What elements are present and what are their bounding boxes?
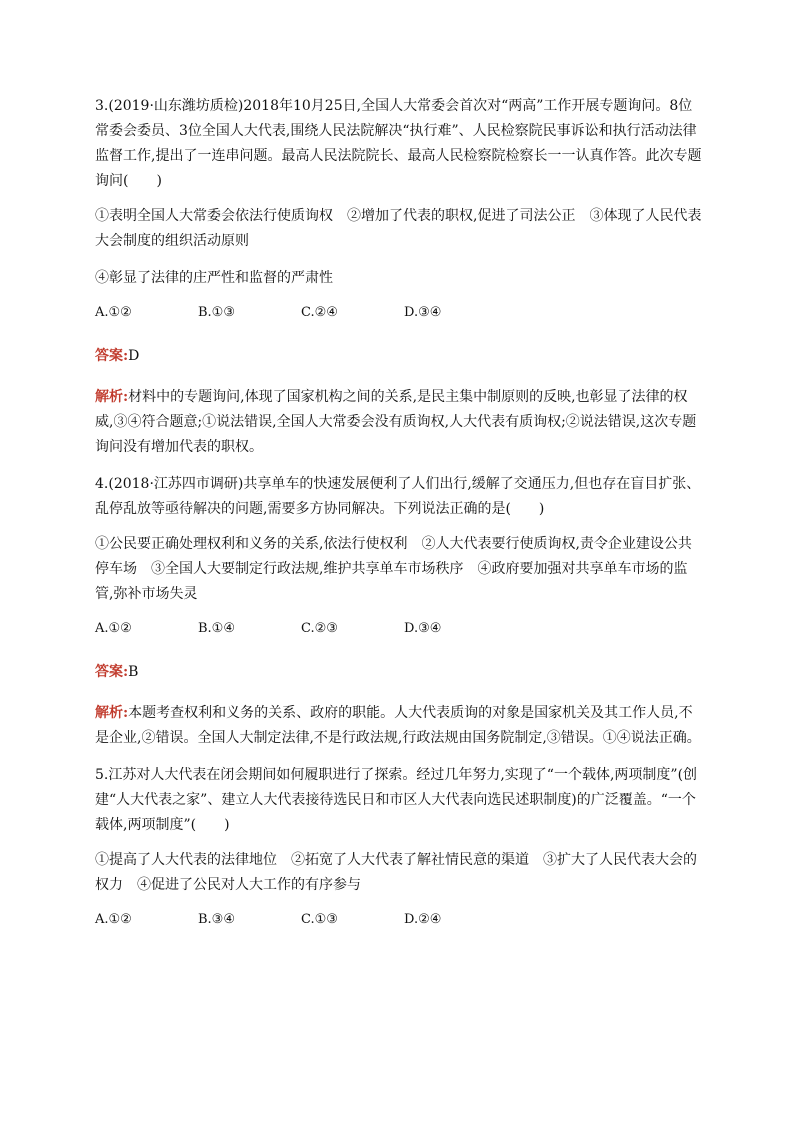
question-5-stem: 5.江苏对人大代表在闭会期间如何履职进行了探索。经过几年努力,实现了“一个载体,两项制度”(创建“人大代表之家”、建立人大代表接待选民日和市区人大代表向选民述职制度)的广泛覆盖。“一个载体,两项制度”( ) — [95, 767, 698, 833]
choice-c: C.②④ — [301, 305, 338, 320]
question-3-options-line-2: ④彰显了法律的庄严性和监督的严肃性 — [95, 270, 333, 286]
question-4-options: ①公民要正确处理权利和义务的关系,依法行使权利 ②人大代表要行使质询权,责令企业建设公共停车场 ③全国人大要制定行政法规,维护共享单车市场秩序 ④政府要加强对共享单车市场的监管,弥补市场失灵 — [95, 536, 692, 602]
question-3-answer — [95, 345, 705, 367]
analysis-text: 本题考查权利和义务的关系、政府的职能。人大代表质询的对象是国家机关及其工作人员,不是企业,②错误。全国人大制定法律,不是行政法规,行政法规由国务院制定,③错误。①④说法正确。 — [95, 705, 701, 746]
question-4-answer — [95, 661, 705, 683]
choice-a: A.①② — [95, 305, 132, 320]
question-3-stem: 3.(2019·山东潍坊质检)2018年10月25日,全国人大常委会首次对“两高”工作开展专题询问。8位常委会委员、3位全国人大代表,围绕人民法院解决“执行难”、人民检察院民事诉讼和执行活动法律监督工作,提出了一连串问题。最高人民法院院长、最高人民检察院检察长一一认真作答。此次专题询问( ) — [95, 98, 702, 189]
document-page — [95, 94, 705, 952]
answer-label: 答案: — [95, 348, 129, 364]
choice-c: C.①③ — [301, 912, 338, 927]
choice-d: D.②④ — [404, 912, 442, 927]
answer-value: D — [128, 348, 140, 364]
choice-d: D.③④ — [404, 621, 442, 636]
question-3-analysis — [95, 385, 705, 460]
analysis-label: 解析: — [95, 705, 129, 721]
question-4-choices — [95, 619, 705, 639]
choice-d: D.③④ — [404, 305, 442, 320]
question-4-analysis — [95, 701, 705, 751]
answer-label: 答案: — [95, 664, 129, 680]
question-5-options: ①提高了人大代表的法律地位 ②拓宽了人大代表了解社情民意的渠道 ③扩大了人民代表大会的权力 ④促进了公民对人大工作的有序参与 — [95, 852, 697, 893]
choice-b: B.③④ — [198, 912, 235, 927]
choice-a: A.①② — [95, 621, 132, 636]
choice-b: B.①④ — [198, 621, 235, 636]
choice-b: B.①③ — [198, 305, 235, 320]
choice-c: C.②③ — [301, 621, 338, 636]
analysis-text: 材料中的专题询问,体现了国家机构之间的关系,是民主集中制原则的反映,也彰显了法律的权威,③④符合题意;①说法错误,全国人大常委会没有质询权,人大代表有质询权;②说法错误,这次专题询问没有增加代表的职权。 — [95, 389, 697, 455]
question-3-choices — [95, 303, 705, 323]
question-3-options-line-1: ①表明全国人大常委会依法行使质询权 ②增加了代表的职权,促进了司法公正 ③体现了人民代表大会制度的组织活动原则 — [95, 208, 702, 249]
question-5-choices — [95, 910, 705, 930]
analysis-label: 解析: — [95, 389, 129, 405]
choice-a: A.①② — [95, 912, 132, 927]
answer-value: B — [128, 664, 139, 680]
question-4-stem: 4.(2018·江苏四市调研)共享单车的快速发展便利了人们出行,缓解了交通压力,但也存在盲目扩张、乱停乱放等亟待解决的问题,需要多方协同解决。下列说法正确的是( ) — [95, 476, 701, 517]
